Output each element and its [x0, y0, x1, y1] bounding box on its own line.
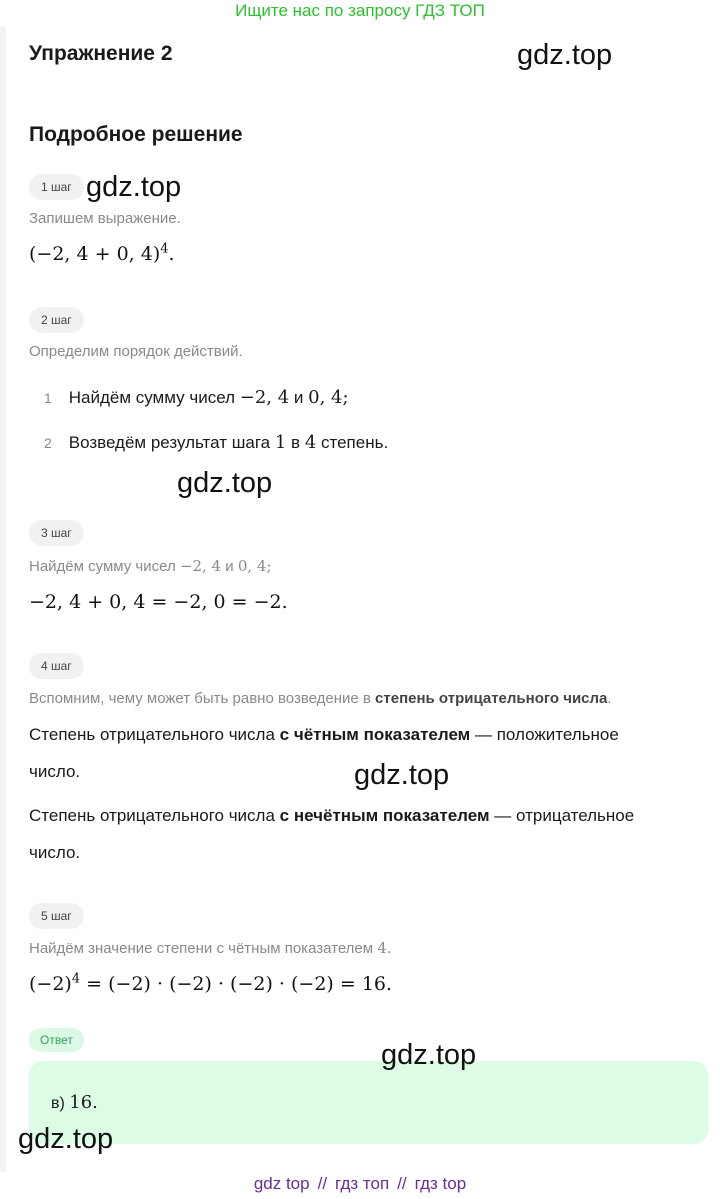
watermark: gdz.top: [517, 39, 613, 71]
list-number: 2: [44, 435, 52, 451]
list-math: 4: [304, 432, 317, 453]
step-hint: Запишем выражение.: [29, 210, 181, 227]
watermark: gdz.top: [381, 1039, 477, 1071]
para-text: Степень отрицательного числа: [29, 725, 275, 744]
bottom-links: [0, 1173, 720, 1195]
math-base: (−2): [29, 973, 72, 995]
paragraph: [29, 716, 669, 790]
step-math: −2, 4 + 0, 4 = −2, 0 = −2.: [29, 591, 288, 613]
answer-text: [51, 1092, 98, 1113]
step-hint: [29, 556, 272, 577]
para-text: Степень отрицательного числа: [29, 806, 275, 825]
math-exponent: 4: [71, 971, 81, 987]
list-item: [44, 386, 349, 410]
step-hint: Определим порядок действий.: [29, 343, 243, 360]
hint-text: Найдём сумму чисел: [29, 558, 176, 575]
watermark: gdz.top: [177, 467, 273, 499]
top-banner[interactable]: Ищите нас по запросу ГДЗ ТОП: [235, 1, 485, 20]
bottom-link[interactable]: gdz top: [253, 1174, 310, 1193]
answer-badge: Ответ: [29, 1028, 84, 1052]
list-text: ;: [342, 387, 349, 408]
step-badge: 3 шаг: [29, 520, 84, 546]
para-text: — отрицательное число.: [29, 806, 635, 862]
step-math: [29, 242, 175, 266]
watermark: gdz.top: [86, 171, 182, 203]
list-math: 0, 4: [308, 387, 343, 408]
step-hint: [29, 689, 612, 709]
watermark: gdz.top: [18, 1123, 114, 1155]
list-text: Найдём сумму чисел: [68, 388, 236, 407]
step-math: [29, 972, 392, 996]
step-badge: 4 шаг: [29, 653, 84, 679]
section-title: Подробное решение: [29, 123, 243, 146]
separator: //: [317, 1174, 328, 1193]
step-hint: [29, 938, 392, 959]
watermark: gdz.top: [354, 759, 450, 791]
para-text: — положительное число.: [29, 725, 619, 781]
hint-bold: степень отрицательного числа: [375, 690, 608, 707]
step-badge: 2 шаг: [29, 307, 84, 333]
math-end: .: [168, 243, 175, 265]
hint-math: −2, 4: [179, 557, 222, 575]
list-math: 1: [274, 432, 287, 453]
hint-math: 0, 4;: [237, 557, 272, 575]
hint-text: Найдём значение степени с чётным показателем: [29, 940, 374, 957]
separator: //: [397, 1174, 407, 1193]
hint-text: и: [225, 558, 234, 575]
list-math: −2, 4: [239, 387, 290, 408]
list-text: Возведём результат шага: [68, 433, 271, 452]
bottom-link[interactable]: гдз top: [414, 1174, 467, 1193]
list-text: и: [293, 388, 304, 407]
hint-text: .: [607, 690, 612, 707]
list-text: степень.: [321, 433, 389, 452]
bottom-link[interactable]: гдз топ: [335, 1174, 390, 1193]
math-base: (−2, 4 + 0, 4): [29, 243, 161, 265]
para-bold: с нечётным показателем: [279, 806, 490, 825]
paragraph: [29, 797, 669, 871]
list-number: 1: [44, 390, 52, 406]
list-item: [44, 431, 388, 455]
answer-value: 16.: [69, 1092, 98, 1113]
step-badge: 5 шаг: [29, 903, 84, 929]
para-bold: с чётным показателем: [279, 725, 471, 744]
math-exponent: 4: [160, 241, 169, 257]
hint-math: 4.: [377, 939, 392, 957]
page-title: Упражнение 2: [29, 42, 173, 65]
answer-box: [29, 1061, 708, 1144]
math-rest: = (−2) · (−2) · (−2) · (−2) = 16.: [80, 973, 393, 995]
list-text: в: [291, 433, 301, 452]
answer-prefix: в): [51, 1095, 65, 1112]
step-badge: 1 шаг: [29, 174, 84, 200]
hint-text: Вспомним, чему может быть равно возведение в: [29, 690, 371, 707]
